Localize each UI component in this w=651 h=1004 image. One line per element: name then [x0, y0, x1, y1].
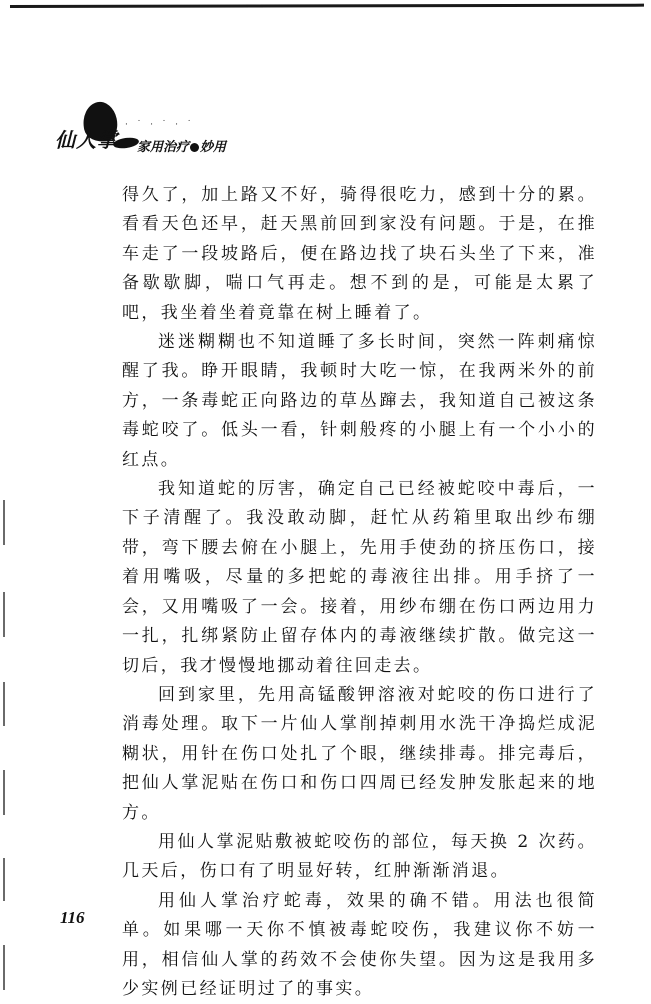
paragraph: 我知道蛇的厉害，确定自己已经被蛇咬中毒后，一下子清醒了。我没敢动脚，赶忙从药箱里取出纱布绷带，弯下腰去俯在小腿上，先用手使劲的挤压伤口，接着用嘴吸，尽量的多把蛇的毒液往出排。用手挤了一会，又用嘴吸了一会。接着，用纱布绷在伤口两边用力一扎，扎绑紧防止留存体内的毒液继续扩散。做完这一切后，我才慢慢地挪动着往回走去。 [122, 479, 597, 676]
body-text [122, 181, 597, 1004]
logo-dots: · ˙ · ˙ · ˙ [125, 120, 195, 130]
scan-mark [3, 500, 5, 545]
scan-mark [3, 592, 5, 637]
paragraph: 迷迷糊糊也不知道睡了多长时间，突然一阵刺痛惊醒了我。睁开眼睛，我顿时大吃一惊，在我两米外的前方，一条毒蛇正向路边的草丛蹿去，我知道自己被这条毒蛇咬了。低头一看，针刺般疼的小腿上有一个小小的红点。 [122, 332, 597, 470]
top-rule [10, 4, 644, 8]
logo-subtitle-part2: 妙用 [200, 140, 227, 155]
logo-subtitle [137, 136, 226, 155]
paragraph: 用仙人掌泥贴敷被蛇咬伤的部位，每天换 2 次药。几天后，伤口有了明显好转，红肿渐渐消退。 [122, 831, 597, 882]
paragraph: 用仙人掌治疗蛇毒，效果的确不错。用法也很简单。如果哪一天你不慎被毒蛇咬伤，我建议你不妨一用，相信仙人掌的药效不会使你失望。因为这是我用多少实例已经证明过了的事实。 [122, 890, 597, 999]
scan-mark [3, 945, 5, 990]
paragraph: 回到家里，先用高锰酸钾溶液对蛇咬的伤口进行了消毒处理。取下一片仙人掌削掉刺用水洗干净捣烂成泥糊状，用针在伤口处扎了个眼，继续排毒。排完毒后，把仙人掌泥贴在伤口和伤口四周已经发肿发胀起来的地方。 [122, 684, 597, 823]
logo-subtitle-part1: 家用治疗 [137, 140, 190, 155]
book-logo [55, 100, 235, 160]
scan-mark [3, 770, 5, 815]
page-number: 116 [60, 908, 85, 927]
paragraph: 得久了，加上路又不好，骑得很吃力，感到十分的累。看看天色还早，赶天黑前回到家没有问题。于是，在推车走了一段坡路后，便在路边找了块石头坐了下来，准备歇歇脚，喘口气再走。想不到的是，可能是太累了吧，我坐着坐着竟靠在树上睡着了。 [122, 185, 597, 323]
scan-mark [3, 858, 5, 901]
logo-bullet-icon [190, 143, 199, 152]
logo-title: 仙人掌 [55, 128, 118, 152]
scan-mark [3, 682, 5, 726]
